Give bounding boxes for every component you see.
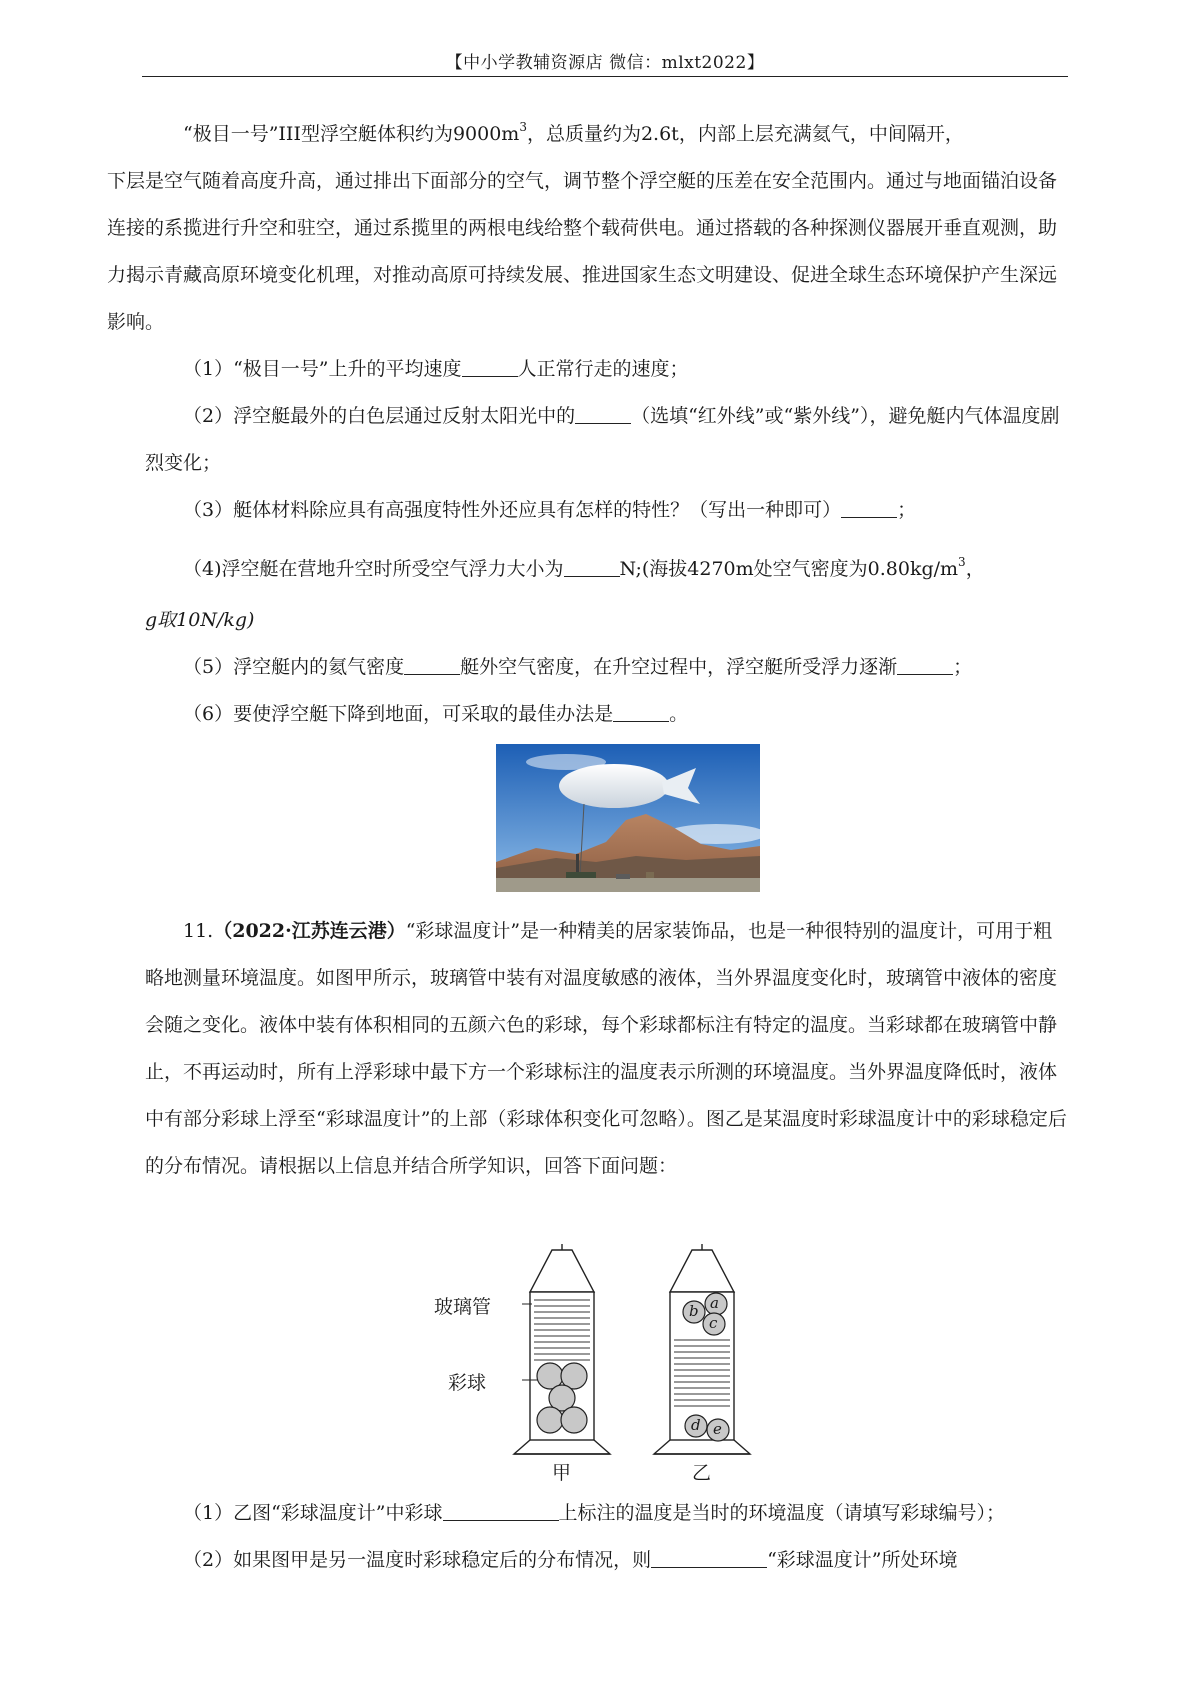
ball-label-b: b	[689, 1302, 699, 1320]
q10-sub4-text-end: ，	[965, 558, 985, 580]
thermometer-diagram	[462, 1240, 782, 1490]
intro-line2: 下层是空气随着高度升高，通过排出下面部分的空气，调节整个浮空艇的压差在安全范围内。通过与地面锚泊设备连接的系揽进行升空和驻空，通过系揽里的两根电线给整个载荷供电。通过搭载的各种探测仪器展开垂直观测，助力揭示青藏高原环境变化机理，对推动高原可持续发展、推进国家生态文明建设、促进全球生态环境保护产生深远影响。	[107, 170, 1058, 333]
q10-sub2-text: （2）浮空艇最外的白色层通过反射太阳光中的	[183, 405, 576, 427]
q11-sub1-text-end: 上标注的温度是当时的环境温度（请填写彩球编号）；	[558, 1502, 1006, 1524]
q10-sub2	[145, 393, 1067, 487]
q11-paragraph	[145, 908, 1067, 1190]
question-10	[107, 104, 1067, 738]
airship-photo	[496, 744, 760, 892]
ball-label-a: a	[710, 1294, 719, 1312]
ball-label-d: d	[691, 1416, 701, 1434]
caption-figure-b: 乙	[692, 1462, 712, 1484]
q10-sub1	[145, 346, 1067, 393]
q10-sub4-line2	[145, 597, 1067, 644]
answer-blank	[443, 1499, 559, 1521]
q10-sub3-text: （3）艇体材料除应具有高强度特性外还应具有怎样的特性？（写出一种即可）	[183, 499, 842, 521]
label-colored-ball: 彩球	[448, 1372, 487, 1394]
q10-sub5-text-mid: 艇外空气密度，在升空过程中，浮空艇所受浮力逐渐	[460, 656, 898, 678]
ball-thermometer-figure	[434, 1240, 782, 1490]
ball-label-e: e	[713, 1420, 722, 1438]
caption-figure-a: 甲	[552, 1462, 572, 1484]
q10-sub4	[145, 534, 1067, 597]
answer-blank	[462, 355, 518, 377]
airship-photo-graphic	[496, 744, 760, 892]
q10-sub4-text-mid: N;(海拔4270m处空气密度为0.80kg/m	[619, 558, 959, 580]
q11-subquestions	[145, 1490, 1067, 1584]
intro-line1-rest: ，总质量约为2.6t，内部上层充满氦气，中间隔开，	[526, 123, 964, 145]
answer-blank	[651, 1546, 767, 1568]
intro-line1: “极目一号”III型浮空艇体积约为9000m	[183, 123, 520, 145]
q10-sub2-text-end: （选填“红外线”或“紫外线”），避免艇内气体温度剧烈变化；	[145, 405, 1060, 474]
q11-sub1-text: （1）乙图“彩球温度计”中彩球	[183, 1502, 443, 1524]
q10-sub4-text-line2: g取10N/kg)	[145, 609, 255, 631]
answer-blank	[575, 402, 631, 424]
unit-superscript: 3	[958, 555, 966, 569]
answer-blank	[404, 653, 460, 675]
label-glass-tube: 玻璃管	[434, 1296, 492, 1318]
q11-sub2	[145, 1537, 1067, 1584]
q10-sub4-text: （4)浮空艇在营地升空时所受空气浮力大小为	[183, 558, 564, 580]
q11-sub2-text: （2）如果图甲是另一温度时彩球稳定后的分布情况，则	[183, 1549, 652, 1571]
question-11	[145, 908, 1067, 1190]
q10-sub5-text-end: ；	[953, 656, 973, 678]
q11-sub2-text-end: “彩球温度计”所处环境	[767, 1549, 958, 1571]
q10-sub6	[145, 691, 1067, 738]
question-source: （2022·江苏连云港）	[213, 920, 406, 942]
question-number: 11.	[183, 920, 214, 942]
q10-sub1-text-end: 人正常行走的速度；	[517, 358, 689, 380]
q10-sub3-text-end: ；	[897, 499, 917, 521]
q10-sub6-text-end: 。	[669, 703, 689, 725]
header-divider	[142, 76, 1068, 77]
intro-paragraph	[107, 104, 1067, 346]
page-header: 【中小学教辅资源店 微信：mlxt2022】	[445, 53, 765, 73]
answer-blank	[613, 700, 669, 722]
answer-blank	[841, 496, 897, 518]
q10-sub5-text: （5）浮空艇内的氦气密度	[183, 656, 405, 678]
q11-body: “彩球温度计”是一种精美的居家装饰品，也是一种很特别的温度计，可用于粗略地测量环境温度。如图甲所示，玻璃管中装有对温度敏感的液体，当外界温度变化时，玻璃管中液体的密度会随之变化。液体中装有体积相同的五颜六色的彩球，每个彩球都标注有特定的温度。当彩球都在玻璃管中静止，不再运动时，所有上浮彩球中最下方一个彩球标注的温度表示所测的环境温度。当外界温度降低时，液体中有部分彩球上浮至“彩球温度计”的上部（彩球体积变化可忽略）。图乙是某温度时彩球温度计中的彩球稳定后的分布情况。请根据以上信息并结合所学知识，回答下面问题：	[145, 920, 1067, 1177]
answer-blank	[564, 555, 620, 577]
ball-label-c: c	[709, 1314, 718, 1332]
q11-sub1	[145, 1490, 1067, 1537]
q10-sub5	[145, 644, 1067, 691]
q10-sub3	[145, 487, 1067, 534]
q10-sub6-text: （6）要使浮空艇下降到地面，可采取的最佳办法是	[183, 703, 614, 725]
unit-superscript: 3	[519, 120, 527, 134]
q10-sub1-text: （1）“极目一号”上升的平均速度	[183, 358, 462, 380]
answer-blank	[897, 653, 953, 675]
